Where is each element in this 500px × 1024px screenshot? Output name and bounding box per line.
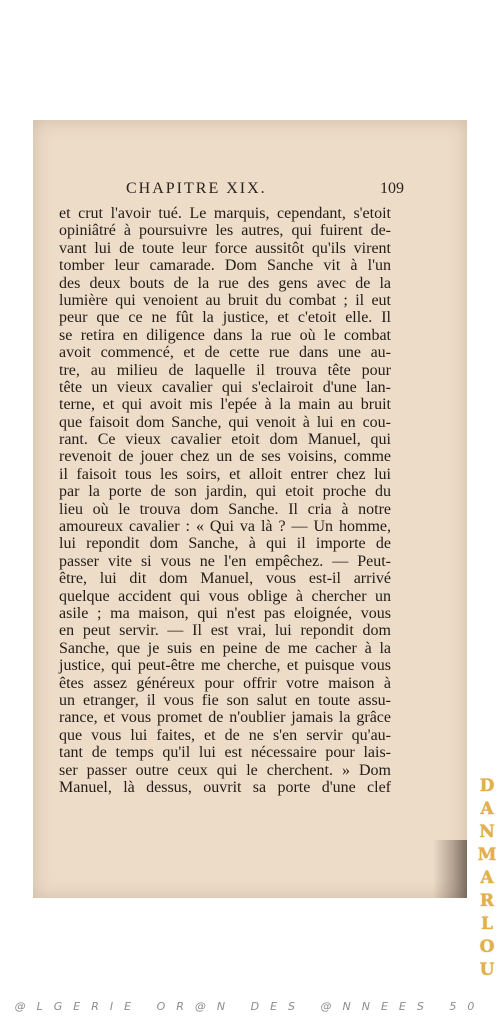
running-head: [126, 180, 404, 202]
text-line: tant de temps qu'il lui est nécessaire pour lais-: [59, 744, 391, 762]
text-line: ser passer outre ceux qui le cherchent. » Dom: [59, 761, 391, 779]
body-text: [59, 205, 391, 796]
text-line: tête un vieux cavalier qui s'eclairoit d'une lan-: [59, 378, 391, 396]
watermark-letter: O: [479, 937, 495, 957]
text-line: en peut servir. — Il est vrai, lui repondit dom: [59, 622, 391, 640]
text-line: des deux bouts de la rue des gens avec de la: [59, 274, 391, 292]
text-line: peur que ce ne fût la justice, et c'etoit elle. Il: [59, 309, 391, 327]
text-line: Sanche, que je suis en peine de me cacher à la: [59, 639, 391, 657]
text-line: lui repondit dom Sanche, à qui il importe de: [59, 535, 391, 553]
watermark-letter: D: [479, 776, 495, 796]
watermark-letter: A: [480, 868, 494, 888]
text-line: amoureux cavalier : « Qui va là ? — Un homme,: [59, 518, 391, 536]
bottom-watermark: @LGERIE OR@N DES @NNEES 50: [14, 1000, 486, 1013]
watermark-letter: L: [481, 914, 493, 934]
text-line: opiniâtré à poursuivre les autres, qui fuirent de-: [59, 222, 391, 240]
text-line: êtes assez généreux pour offrir votre maison à: [59, 674, 391, 692]
watermark-letter: A: [480, 799, 494, 819]
text-line: passer vite si vous ne l'en empêchez. — Peut-: [59, 552, 391, 570]
text-line: un etranger, il vous fie son salut en toute assu-: [59, 691, 391, 709]
text-line: avoit commencé, et de cette rue dans une au-: [59, 344, 391, 362]
watermark-letter: U: [479, 960, 495, 980]
text-line: se retira en diligence dans la rue où le combat: [59, 326, 391, 344]
vertical-watermark: [476, 775, 498, 982]
text-line: asile ; ma maison, qui n'est pas eloignée, vous: [59, 604, 391, 622]
text-line: être, lui dit dom Manuel, vous est-il arrivé: [59, 570, 391, 588]
text-line: que faisoit dom Sanche, qui venoit à lui en cou-: [59, 413, 391, 431]
text-line: Manuel, là dessus, ouvrit sa porte d'une clef: [59, 778, 391, 796]
text-line: rance, et vous promet de n'oublier jamais la grâce: [59, 709, 391, 727]
text-line: lumière qui venoient au bruit du combat ; il eut: [59, 291, 391, 309]
text-line: tre, au milieu de laquelle il trouva tête pour: [59, 361, 391, 379]
watermark-letter: R: [479, 891, 495, 911]
text-line: terne, et qui avoit mis l'epée à la main au bruit: [59, 396, 391, 414]
text-line: revenoit de jouer chez un de ses voisins, comme: [59, 448, 391, 466]
watermark-letter: N: [479, 822, 495, 842]
text-line: justice, qui peut-être me cherche, et puisque vous: [59, 657, 391, 675]
chapter-title: CHAPITRE XIX.: [126, 180, 267, 197]
text-line: rant. Ce vieux cavalier etoit dom Manuel, qui: [59, 431, 391, 449]
text-line: et crut l'avoir tué. Le marquis, cependant, s'etoit: [59, 205, 391, 222]
watermark-letter: M: [477, 845, 497, 865]
text-line: tomber leur camarade. Dom Sanche vit à l'un: [59, 257, 391, 275]
text-line: lieu où le trouva dom Sanche. Il cria à notre: [59, 500, 391, 518]
text-line: par la porte de son jardin, qui etoit proche du: [59, 483, 391, 501]
page-number: 109: [380, 180, 404, 197]
text-line: il faisoit tous les soirs, et alloit entrer chez lui: [59, 465, 391, 483]
text-line: que vous lui faites, et de ne s'en servir qu'au-: [59, 726, 391, 744]
text-line: vant lui de toute leur force aussitôt qu'ils virent: [59, 239, 391, 257]
text-line: quelque accident qui vous oblige à chercher un: [59, 587, 391, 605]
